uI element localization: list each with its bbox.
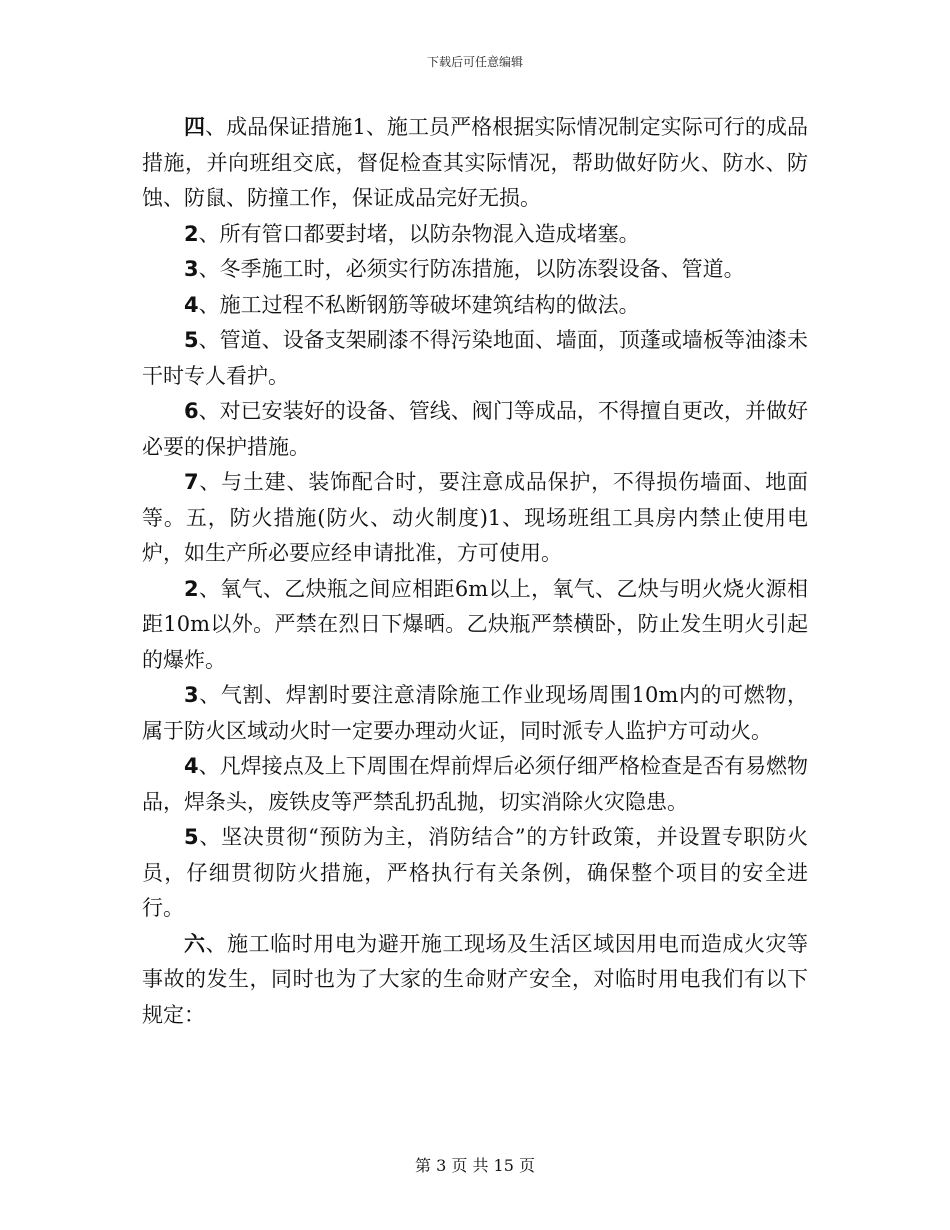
paragraph-number: 4 <box>184 292 199 317</box>
paragraph-text: 、成品保证措施1、施工员严格根据实际情况制定实际可行的成品措施，并向班组交底，督促检查其实际情况，帮助做好防火、防水、防蚀、防鼠、防撞工作，保证成品完好无损。 <box>142 115 809 210</box>
paragraph-text: 、凡焊接点及上下周围在焊前焊后必须仔细严格检查是否有易燃物品，焊条头，废铁皮等严禁乱扔乱抛，切实消除火灾隐患。 <box>142 754 808 814</box>
paragraph-number: 3 <box>184 257 199 281</box>
paragraph-number: 4 <box>184 754 199 778</box>
paragraph-text: 、坚决贯彻“预防为主，消防结合”的方针政策，并设置专职防火员，仔细贯彻防火措施，严格执行有关条例，确保整个项目的安全进行。 <box>142 825 808 920</box>
paragraph-item-7-fire-measures <box>142 465 808 572</box>
paragraph-text: 、施工过程不私断钢筋等破坏建筑结构的做法。 <box>198 292 640 317</box>
paragraph-text: 、氧气、乙炔瓶之间应相距6m以上，氧气、乙炔与明火烧火源相距10m以外。严禁在烈日下爆晒。乙炔瓶严禁横卧，防止发生明火引起的爆炸。 <box>142 576 808 672</box>
paragraph-fire-item-4 <box>142 749 808 820</box>
page-footer: 第 3 页 共 15 页 <box>415 1156 535 1175</box>
paragraph-item-4 <box>142 288 808 324</box>
paragraph-number: 六 <box>184 931 206 956</box>
paragraph-fire-item-3 <box>142 678 808 749</box>
paragraph-number: 3 <box>184 683 199 707</box>
paragraph-number: 2 <box>184 221 199 246</box>
paragraph-text: 、管道、设备支架刷漆不得污染地面、墙面，顶蓬或墙板等油漆未干时专人看护。 <box>142 328 808 388</box>
paragraph-finished-product-measures <box>142 110 808 217</box>
paragraph-text: 、与土建、装饰配合时，要注意成品保护，不得损伤墙面、地面等。五，防火措施(防火、动火制度)1、现场班组工具房内禁止使用电炉，如生产所必要应经申请批准，方可使用。 <box>142 470 808 565</box>
paragraph-item-3 <box>142 252 808 288</box>
paragraph-text: 、气割、焊割时要注意清除施工作业现场周围10m内的可燃物，属于防火区域动火时一定要办理动火证，同时派专人监护方可动火。 <box>142 683 808 743</box>
paragraph-text: 、施工临时用电为避开施工现场及生活区域因用电而造成火灾等事故的发生，同时也为了大家的生命财产安全，对临时用电我们有以下规定： <box>142 931 809 1027</box>
paragraph-item-2 <box>142 217 808 253</box>
paragraph-text: 、对已安装好的设备、管线、阀门等成品，不得擅自更改，并做好必要的保护措施。 <box>142 399 808 459</box>
paragraph-number: 6 <box>184 399 199 423</box>
paragraph-number: 2 <box>184 576 199 601</box>
paragraph-fire-item-5 <box>142 820 808 927</box>
paragraph-temporary-electricity <box>142 927 808 1034</box>
paragraph-number: 5 <box>184 825 199 849</box>
paragraph-number: 7 <box>184 470 199 494</box>
paragraph-text: 、所有管口都要封堵，以防杂物混入造成堵塞。 <box>198 221 640 246</box>
paragraph-item-5 <box>142 323 808 394</box>
document-body <box>142 110 808 1033</box>
paragraph-number: 5 <box>184 328 199 352</box>
page-header: 下载后可任意编辑 <box>426 55 523 69</box>
paragraph-item-6 <box>142 394 808 465</box>
paragraph-number: 四 <box>184 115 206 139</box>
paragraph-text: 、冬季施工时，必须实行防冻措施，以防冻裂设备、管道。 <box>198 257 745 281</box>
paragraph-fire-item-2 <box>142 572 808 679</box>
